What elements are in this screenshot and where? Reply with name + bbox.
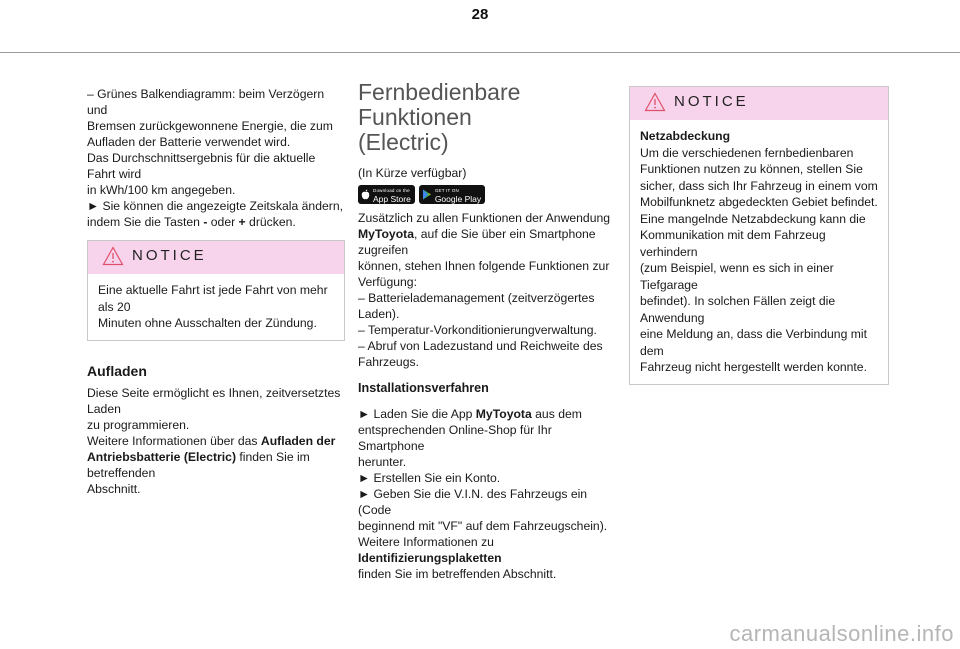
text-line: Um die verschiedenen fernbedienbaren (640, 145, 854, 160)
apple-icon (361, 189, 370, 200)
google-play-icon (422, 189, 432, 200)
text-line: finden Sie im betreffenden Abschnitt. (358, 567, 557, 581)
notice-body (88, 274, 344, 340)
header-divider (0, 52, 960, 53)
list-item: Fahrzeugs. (358, 355, 419, 369)
text-line: Funktionen nutzen zu können, stellen Sie (640, 162, 863, 176)
text-line: MyToyota, auf die Sie über ein Smartphone zugreifen (358, 227, 596, 257)
text-line: Kommunikation mit dem Fahrzeug verhindern (640, 228, 826, 259)
text-line: ► Sie können die angezeigte Zeitskala ändern, (87, 199, 343, 213)
section-heading-install: Installationsverfahren (358, 381, 489, 395)
warning-icon (102, 246, 124, 270)
list-item: – Temperatur-Vorkonditionierungverwaltung. (358, 323, 597, 337)
page-title: Fernbedienbare Funktionen (358, 79, 521, 130)
text-line: – Grünes Balkendiagramm: beim Verzögern und (87, 87, 325, 117)
text-line: herunter. (358, 455, 407, 469)
page-number: 28 (471, 6, 489, 23)
text-line: ► Laden Sie die App MyToyota aus dem (358, 407, 582, 421)
text-line: Verfügung: (358, 275, 417, 289)
text-line: sicher, dass sich Ihr Fahrzeug in einem vom (640, 178, 878, 193)
text-line: in kWh/100 km angegeben. (87, 183, 236, 197)
notice-box (629, 86, 889, 385)
text-line: Das Durchschnittsergebnis für die aktuelle Fahrt wird (87, 151, 316, 181)
page-title-sub: (Electric) (358, 129, 449, 155)
text-line: Fahrzeug nicht hergestellt werden konnte. (640, 360, 867, 374)
text-line: können, stehen Ihnen folgende Funktionen zur (358, 259, 610, 273)
text-line: indem Sie die Tasten - oder + drücken. (87, 215, 296, 229)
app-store-badge[interactable]: Download on the App Store (358, 185, 415, 204)
store-badges (358, 185, 614, 204)
list-item: – Batterielademanagement (zeitverzögertes Laden). (358, 291, 595, 321)
column-left (87, 86, 345, 497)
text-line: Mobilfunknetz abgedeckten Gebiet befindet. (640, 195, 878, 209)
text-line: Antriebsbatterie (Electric) finden Sie im betreffenden (87, 449, 310, 480)
list-item: – Abruf von Ladezustand und Reichweite des (358, 339, 603, 353)
availability-note: (In Kürze verfügbar) (358, 166, 467, 180)
notice-box (87, 240, 345, 341)
google-play-badge[interactable]: GET IT ON Google Play (419, 185, 485, 204)
text-line: Eine mangelnde Netzabdeckung kann die (640, 211, 866, 226)
notice-header (88, 241, 344, 274)
text-line: zu programmieren. (87, 417, 190, 432)
text-line: (zum Beispiel, wenn es sich in einer Tiefgarage (640, 261, 834, 292)
text-line: Abschnitt. (87, 481, 141, 496)
text-line: eine Meldung an, dass die Verbindung mit dem (640, 327, 867, 358)
text-line: Zusätzlich zu allen Funktionen der Anwendung (358, 211, 611, 225)
text-line: entsprechenden Online-Shop für Ihr Smartphone (358, 423, 552, 453)
notice-title: NOTICE (674, 93, 749, 110)
text-line: Diese Seite ermöglicht es Ihnen, zeitversetztes Laden (87, 385, 341, 416)
column-right (629, 86, 889, 385)
text-line: Aufladen der Batterie verwendet wird. (87, 135, 291, 149)
text-line: befindet). In solchen Fällen zeigt die Anwendung (640, 294, 836, 325)
text-line: Weitere Informationen über das Aufladen der (87, 433, 336, 448)
notice-subheading: Netzabdeckung (640, 129, 731, 143)
column-middle (358, 80, 614, 582)
text-line: Weitere Informationen zu Identifizierungsplaketten (358, 535, 502, 565)
notice-header (630, 87, 888, 120)
warning-icon (644, 92, 666, 116)
text-line: Minuten ohne Ausschalten der Zündung. (98, 316, 317, 330)
text-line: Bremsen zurückgewonnene Energie, die zum (87, 119, 333, 133)
text-line: Eine aktuelle Fahrt ist jede Fahrt von mehr als 20 (98, 283, 328, 314)
section-heading-aufladen: Aufladen (87, 362, 147, 379)
notice-body (630, 120, 888, 384)
text-line: beginnend mit "VF" auf dem Fahrzeugschein). (358, 519, 608, 533)
text-line: ► Geben Sie die V.I.N. des Fahrzeugs ein (Code (358, 487, 588, 517)
watermark: carmanualsonline.info (729, 621, 954, 646)
notice-title: NOTICE (132, 247, 207, 264)
text-line: ► Erstellen Sie ein Konto. (358, 471, 501, 485)
